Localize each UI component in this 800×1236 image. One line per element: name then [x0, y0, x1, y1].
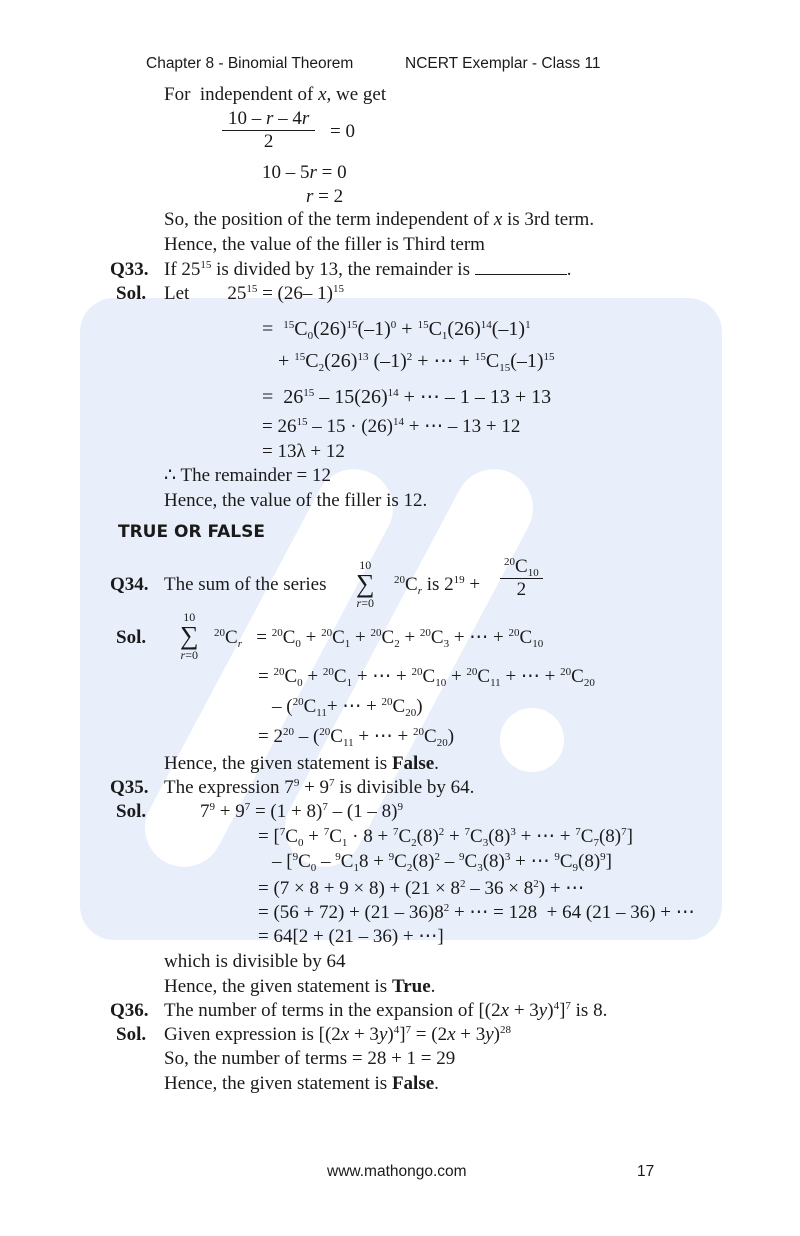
q36-question: The number of terms in the expansion of $[(2x + 3y)^4]^7$ is 8. — [164, 1000, 608, 1021]
q33-sol-label: Sol. — [116, 283, 147, 304]
footer-site: www.mathongo.com — [327, 1163, 467, 1180]
q32-eq2: 10 – 5r = 0 — [262, 162, 347, 183]
q35-step-6: = 64[2 + (21 – 36) + ⋯] — [258, 926, 444, 947]
q32-answer: Hence, the value of the filler is Third term — [164, 234, 485, 255]
q32-intro: For independent of x, we get — [164, 84, 387, 105]
q35-answer-value: True — [391, 976, 431, 997]
q34-step-3: – ($^{20}C_{11}+$ ⋯ + $^{20}C_{20}$) — [272, 696, 423, 719]
q33-step-6: = 13λ + 12 — [262, 441, 345, 462]
q36-label: Q36. — [110, 1000, 149, 1021]
q34-sigma: 10 ∑ r=0 — [356, 558, 375, 610]
book-title: NCERT Exemplar - Class 11 — [405, 55, 601, 72]
q35-question: The expression $7^9 + 9^7$ is divisible by 64. — [164, 777, 475, 798]
q33-therefore: ∴ The remainder = 12 — [164, 465, 332, 486]
q34-step-2: = $^{20}C_0 + ^{20}C_1$ + ⋯ + $^{20}C_{10} + ^{20}C_{11}$ + ⋯ + $^{20}C_{20}$ — [258, 666, 595, 689]
q34-step-4: = $2^{20} - (^{20}C_{11}$ + ⋯ + $^{20}C_{20}$) — [258, 726, 455, 749]
q34-fraction: $\frac{^{20}C_{10}}{2}$ — [500, 556, 543, 601]
q35-step-2: = [$^7C_0 + ^7C_1 \cdot 8 + ^7C_2(8)^2 + ^7C_3(8)^3$ + ⋯ + $^7C_7(8)^7$] — [258, 826, 633, 849]
q35-label: Q35. — [110, 777, 149, 798]
q33-step-5: = $26^{15} - 15 \cdot (26)^{14}$ + ⋯ – 13 + 12 — [262, 416, 521, 437]
q34-question-text: The sum of the series — [164, 574, 327, 595]
q33-step-1: Let $25^{15} = (26-$ 1)$^{15}$ — [164, 283, 344, 304]
q35-answer: Hence, the given statement is True. — [164, 976, 436, 997]
q36-sol-label: Sol. — [116, 1024, 147, 1045]
q33-step-3: + $^{15}C_2(26)^{13}$ $(-1)^2$ + ⋯ + $^{15}C_{15}(-1)^{15}$ — [278, 350, 555, 374]
q36-step-2: So, the number of terms = 28 + 1 = 29 — [164, 1048, 456, 1069]
q36-answer-value: False — [391, 1073, 435, 1094]
q34-answer: Hence, the given statement is False. — [164, 753, 439, 774]
q34-answer-value: False — [391, 753, 435, 774]
q35-sol-label: Sol. — [116, 801, 147, 822]
q33-label: Q33. — [110, 259, 149, 280]
q34-sol-label: Sol. — [116, 627, 147, 648]
q32-conclusion: So, the position of the term independent of x is 3rd term. — [164, 209, 595, 230]
q35-step-5: = $(56 + 72) + (21 - 36)8^2$ + ⋯ = 128 + 64 (21 – 36) + ⋯ — [258, 902, 695, 923]
q33-step-2: = $^{15}C_0(26)^{15}(-1)^0 + ^{15}C_1(26)^{14}(-1)^1$ — [262, 318, 531, 342]
q33-question: If $25^{15}$ is divided by 13, the remainder is . — [164, 259, 572, 280]
q34-question-mid: $^{20}C_r$ is $2^{19}$ + — [394, 574, 481, 597]
q36-answer: Hence, the given statement is False. — [164, 1073, 439, 1094]
section-title: TRUE OR FALSE — [118, 522, 265, 542]
watermark-dot — [500, 708, 564, 772]
q34-step-1: $^{20}C_r = ^{20}C_0 + ^{20}C_1 + ^{20}C_2 + ^{20}C_3$ + ⋯ + $^{20}C_{10}$ — [214, 627, 544, 650]
q35-step-1: $7^9 + 9^7 = (1 + 8)^7 - (1 - 8)^9$ — [200, 801, 403, 822]
page-number: 17 — [637, 1163, 655, 1180]
q36-step-1: Given expression is $[(2x + 3y)^4]^7 = (2x + 3y)^{28}$ — [164, 1024, 511, 1045]
q34-sol-sigma: 10 ∑ r=0 — [180, 610, 199, 662]
chapter-title: Chapter 8 - Binomial Theorem — [146, 55, 354, 72]
q35-step-3: – [$^9C_0 - ^9C_18 + ^9C_2(8)^2 - ^9C_3(8)^3$ + ⋯ $^9C_9(8)^9$] — [272, 851, 612, 874]
q33-step-4: = $26^{15} - 15(26)^{14}$ + ⋯ – 1 – 13 + 13 — [262, 386, 552, 408]
q33-answer: Hence, the value of the filler is 12. — [164, 490, 428, 511]
q35-step-4: = $(7 \times 8 + 9 \times 8) + (21 \times 8^2 - 36 \times 8^2)$ + ⋯ — [258, 878, 585, 899]
q32-eq1-rhs: = 0 — [330, 121, 355, 142]
q34-label: Q34. — [110, 574, 149, 595]
q35-note: which is divisible by 64 — [164, 951, 346, 972]
q32-eq3: r = 2 — [306, 186, 344, 207]
q32-fraction: $\frac{10 - r - 4r}{2}$ — [222, 108, 315, 153]
